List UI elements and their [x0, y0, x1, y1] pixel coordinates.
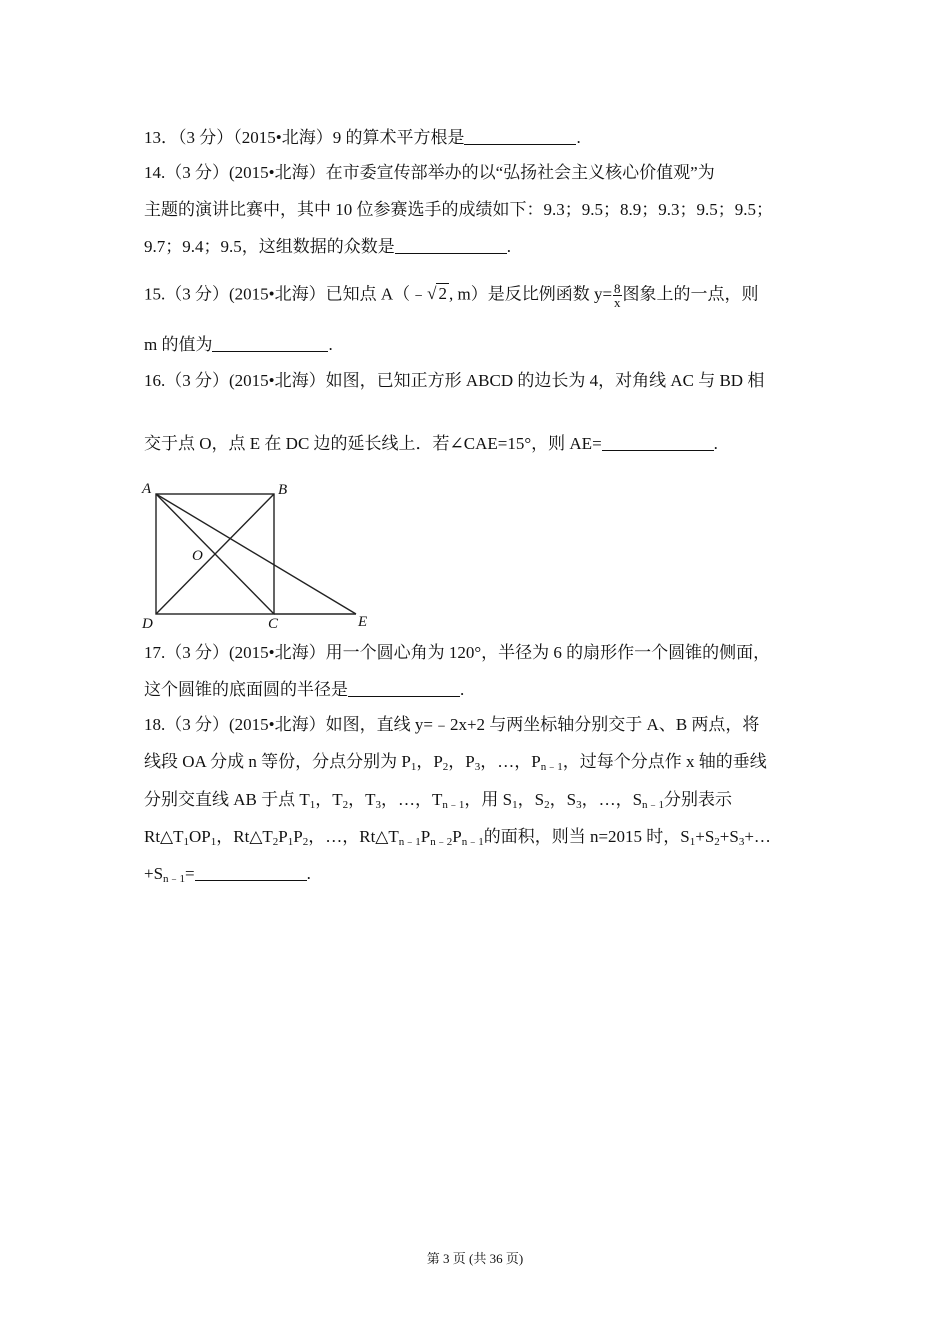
- label-c: C: [268, 616, 279, 628]
- question-17-line-2: 这个圆锥的底面圆的半径是 .: [144, 680, 465, 699]
- square-figure: [138, 478, 378, 628]
- label-e: E: [358, 614, 368, 628]
- question-15-line-2: m 的值为 .: [144, 335, 333, 354]
- sqrt-expression: √ 2: [427, 284, 447, 304]
- answer-blank: [348, 678, 460, 697]
- page-footer: 第 3 页 (共 36 页): [426, 1251, 524, 1266]
- question-18-line-2: 线段 OA 分成 n 等份，分点分别为 $P_1$，$P_2$，$P_3$，…，$P_{n﹣1}$，过每个分点作 x 轴的垂线: [144, 752, 767, 773]
- answer-blank: [602, 432, 714, 451]
- question-18-line-3: 分别交直线 AB 于点 $T_1$，$T_2$，$T_3$，…，$T_{n﹣1}$，用 $S_1$，$S_2$，$S_3$，…，$S_{n﹣1}$分别表示: [144, 790, 733, 811]
- answer-blank: [395, 235, 507, 254]
- answer-blank: [195, 862, 307, 881]
- label-o: O: [192, 548, 203, 564]
- answer-blank: [212, 333, 328, 352]
- answer-blank: [464, 126, 576, 145]
- question-15-line-1: 15.（3 分）(2015•北海）已知点 A（﹣√ 2 , m）是反比例函数 y= $\frac{8}{x}$ 图象上的一点，则: [144, 281, 759, 310]
- fraction: $\frac{8}{x}$: [614, 281, 621, 310]
- question-18-line-5: $+S_{n﹣1}=$ .: [144, 864, 311, 885]
- question-14-line-1: 14.（3 分）(2015•北海）在市委宣传部举办的以“弘扬社会主义核心价值观”为: [144, 163, 715, 182]
- question-17-line-1: 17.（3 分）(2015•北海）用一个圆心角为 120°，半径为 6 的扇形作一个圆锥的侧面，: [144, 643, 771, 662]
- question-18-line-4: $Rt\triangle T_1OP_1$，$Rt\triangle T_2P_1P_2$，…，$Rt\triangle T_{n﹣1}P_{n﹣2}P_{n﹣1}$的面积，则当 n=2015 时，$S_1+S_2+S_3+\dots$: [144, 827, 771, 848]
- label-a: A: [142, 481, 152, 497]
- question-18-line-1: 18.（3 分）(2015•北海）如图，直线 y=﹣2x+2 与两坐标轴分别交于 A、B 两点，将: [144, 715, 760, 734]
- question-16-line-1: 16.（3 分）(2015•北海）如图，已知正方形 ABCD 的边长为 4，对角线 AC 与 BD 相: [144, 371, 765, 390]
- label-d: D: [142, 616, 153, 628]
- label-b: B: [278, 482, 288, 498]
- question-16-line-2: 交于点 O，点 E 在 DC 边的延长线上．若∠CAE=15°，则 AE= .: [144, 434, 718, 453]
- question-14-line-3: 9.7；9.4；9.5，这组数据的众数是 .: [144, 237, 511, 256]
- q13-text: 13．（3 分）（2015•北海）9 的算术平方根是: [144, 128, 465, 147]
- question-13: 13．（3 分）（2015•北海）9 的算术平方根是 .: [144, 128, 581, 147]
- question-14-line-2: 主题的演讲比赛中，其中 10 位参赛选手的成绩如下：9.3；9.5；8.9；9.3；9.5；9.5；: [144, 200, 773, 219]
